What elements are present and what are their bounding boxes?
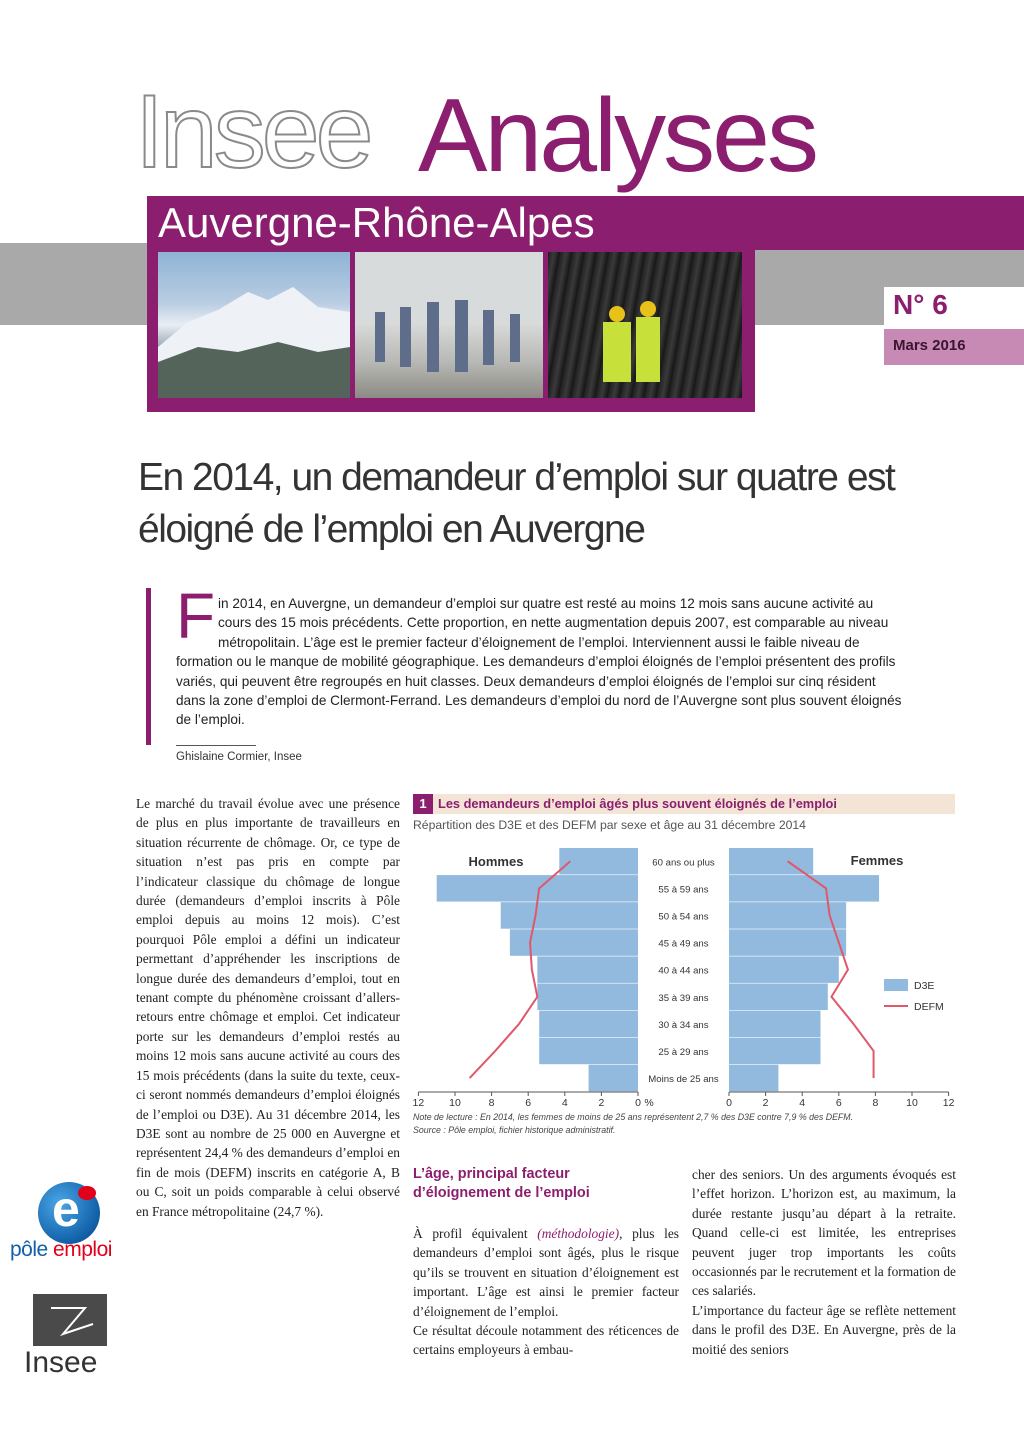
body-paragraph: cher des seniors. Un des arguments évoqués est l’effet horizon. L’horizon est, au maximum, la durée restante jusqu’au départ à la retraite. Quand celle-ci est limitée, les entreprises peuvent juger trop importants les coûts occasionnés par le recrutement et la formation de ces salariés. [692,1167,956,1299]
x-tick-label: 2 [762,1097,769,1109]
bar-hommes [589,1065,638,1092]
x-tick-label: 10 [906,1097,918,1109]
figure-source: Source : Pôle emploi, fichier historique administratif. [413,1125,616,1135]
x-tick-label: 0 [635,1097,641,1109]
bar-femmes [729,875,879,902]
emploi-word: emploi [53,1238,112,1261]
figure-subtitle: Répartition des D3E et des DEFM par sexe et âge au 31 décembre 2014 [413,818,806,832]
region-title: Auvergne-Rhône-Alpes [158,199,595,246]
x-tick-label: 8 [872,1097,879,1109]
bar-femmes [729,1065,778,1092]
x-tick-label: 6 [525,1097,532,1109]
age-label: 25 à 29 ans [658,1046,709,1058]
x-tick-label: 4 [799,1097,806,1109]
x-tick-label: 4 [561,1097,568,1109]
age-label: 40 à 44 ans [658,965,709,977]
lead-accent-bar [146,588,151,745]
legend-swatch-d3e [884,979,908,991]
bar-femmes [729,956,839,983]
issue-number: N° 6 [893,289,948,320]
figure-number: 1 [413,794,433,814]
bar-hommes [501,902,638,929]
body-paragraph [413,1224,679,1321]
figure-reading-note: Note de lecture : En 2014, les femmes de moins de 25 ans représentent 2,7 % des D3E contre 7,9 % des DEFM. [413,1112,854,1122]
lead-text: in 2014, en Auvergne, un demandeur d’emploi sur quatre est resté au moins 12 mois sans aucune activité au cours des 15 mois précédents. Cette proportion, en nette augmentation depuis 2007, est comparable au niveau métropolitain. L’âge est le premier facteur d’éloignement de l’emploi. Interviennent aussi le faible niveau de formation ou le manque de mobilité géographique. Les demandeurs d’emploi éloignés de l’emploi présentent des profils variés, qui peuvent être regroupés en huit classes. Deux demandeurs d’emploi éloignés de l’emploi sur cinq résident dans la zone d’emploi de Clermont-Ferrand. Les demandeurs d’emploi du nord de l’Auvergne sont plus souvent éloignés de l’emploi. [176,596,902,728]
panel-label-hommes: Hommes [468,854,524,869]
bar-femmes [729,984,828,1011]
crowd-photo [355,252,543,398]
brand-analyses: Analyses [418,78,816,194]
age-label: 45 à 49 ans [658,938,709,950]
bar-femmes [729,1011,821,1038]
body-column-middle [413,1224,679,1360]
x-tick-label: % [644,1097,654,1109]
bar-femmes [729,929,846,956]
methodology-link[interactable]: (méthodologie) [537,1226,620,1241]
age-label: 55 à 59 ans [658,884,709,896]
pole-word: pôle [10,1238,48,1261]
mountain-photo [158,252,350,398]
pole-emploi-red-dot-icon [78,1186,96,1200]
panel-label-femmes: Femmes [850,853,904,868]
body-column-left: Le marché du travail évolue avec une présence de plus en plus importante de travailleurs en situation récurrente de chômage. Or, ce type de situation n’est pas pris en compte par l’indicateur classique du chômage de longue durée (demandeurs d’emploi inscrits à Pôle emploi depuis au moins 12 mois). C’est pourquoi Pôle emploi a défini un indicateur permettant d’appréhender les inscriptions de longue durée des demandeurs d’emploi, tout en tenant compte du phénomène croissant d’allers-retours entre chômage et emploi. Cet indicateur porte sur les demandeurs d’emploi restés au moins 12 mois sans aucune activité au cours des 15 mois précédents (dans la suite du texte, ceux-ci seront nommés demandeurs d’emploi éloignés de l’emploi ou D3E). Au 31 décembre 2014, les D3E sont au nombre de 25 000 en Auvergne et représentent 24,4 % des demandeurs d’emploi en fin de mois (DEFM) inscrits en catégorie A, B ou C, soit un poids comparable à celui observé en France métropolitaine (24,7 %). [136,796,400,1219]
pyramid-chart [408,838,964,1110]
mountain-illustration [158,252,350,398]
bar-hommes [537,956,638,983]
insee-logo-mark [33,1294,107,1346]
workers-illustration [548,252,742,398]
x-tick-label: 12 [412,1097,425,1109]
bar-hommes [539,1038,638,1065]
x-tick-label: 0 [726,1097,732,1109]
x-tick-label: 8 [488,1097,495,1109]
issue-date: Mars 2016 [893,337,966,354]
age-label: 50 à 54 ans [658,911,709,923]
x-tick-label: 10 [449,1097,461,1109]
author: Ghislaine Cormier, Insee [176,751,302,763]
legend-label-defm: DEFM [914,1001,944,1013]
age-label: 30 à 34 ans [658,1019,709,1031]
lead-paragraph [176,594,906,730]
body-text: , plus les demandeurs d’emploi sont âgés, plus le risque qu’ils se trouvent en situation d’éloignement est important. L’âge est ainsi le premier facteur d’éloignement de l’emploi. [413,1226,679,1319]
crowd-illustration [355,252,543,398]
age-label: 35 à 39 ans [658,992,709,1004]
x-tick-label: 6 [835,1097,842,1109]
brand-insee: Insee [135,74,370,190]
pole-emploi-wordmark [10,1238,112,1262]
body-paragraph: L’importance du facteur âge se reflète nettement dans le profil des D3E. En Auvergne, près de la moitié des seniors [692,1302,956,1357]
figure-note [413,1111,958,1137]
figure-title: Les demandeurs d’emploi âgés plus souvent éloignés de l’emploi [438,796,837,811]
page-title: En 2014, un demandeur d’emploi sur quatre est éloigné de l’emploi en Auvergne [138,456,895,551]
age-label: Moins de 25 ans [648,1074,719,1086]
body-column-right [692,1165,956,1359]
insee-logo-wordmark: Insee [24,1346,98,1379]
x-tick-label: 2 [598,1097,605,1109]
bar-hommes [537,984,638,1011]
lead-dropcap: F [176,580,216,652]
body-paragraph: Ce résultat découle notamment des réticences de certains employeurs à embau- [413,1323,679,1358]
x-tick-label: 12 [942,1097,955,1109]
section-title: L’âge, principal facteur d’éloignement de l’emploi [413,1166,590,1201]
author-divider [176,745,256,746]
insee-logo-icon [33,1294,107,1346]
tires-photo [548,252,742,398]
body-text: À profil équivalent [413,1226,538,1241]
bar-hommes [559,848,638,875]
bar-hommes [539,1011,638,1038]
pole-emploi-logo-letter: e [52,1181,80,1237]
age-label: 60 ans ou plus [652,857,715,869]
bar-femmes [729,1038,821,1065]
legend-label-d3e: D3E [914,980,935,992]
